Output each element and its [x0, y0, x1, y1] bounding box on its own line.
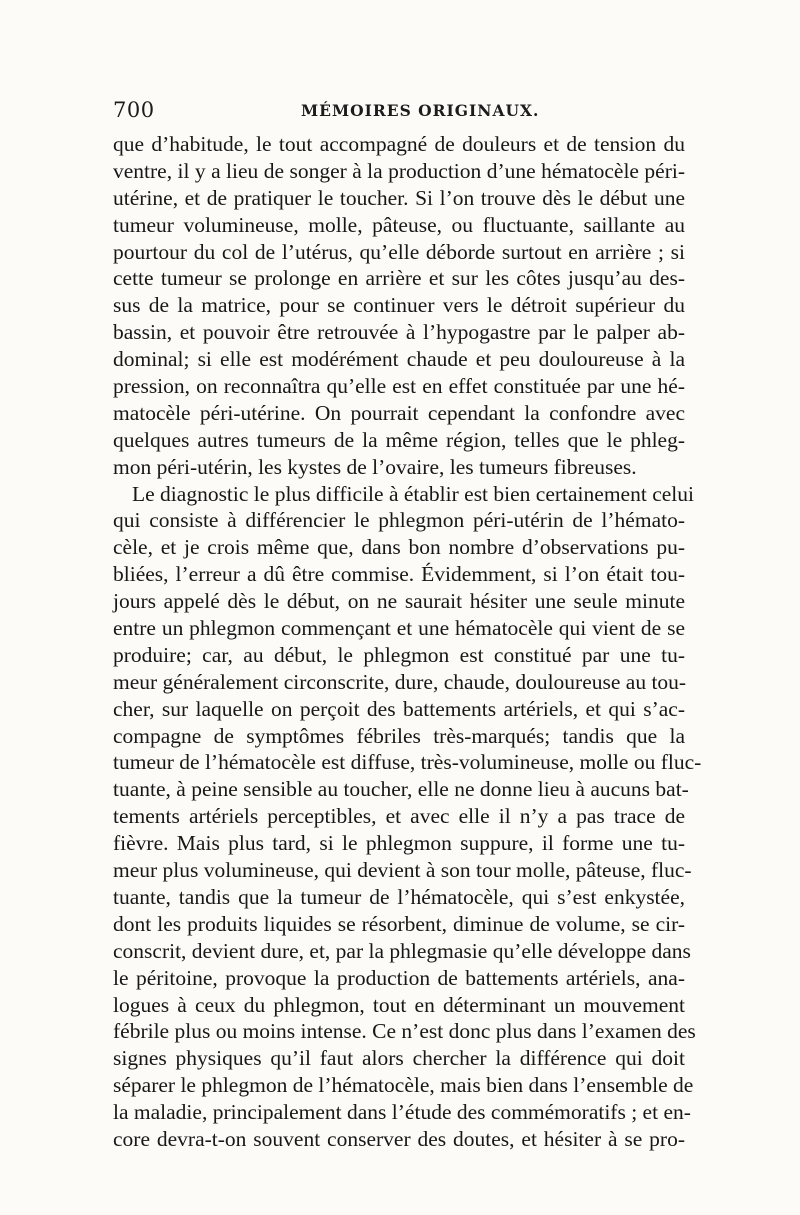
text-line: logues à ceux du phlegmon, tout en déterminant un mouvement	[113, 992, 685, 1017]
running-title: MÉMOIRES ORIGINAUX.	[301, 101, 540, 120]
text-line: dont les produits liquides se résorbent, diminue de volume, se cir-	[113, 911, 685, 936]
text-line: tuante, tandis que la tumeur de l’hématocèle, qui s’est enkystée,	[113, 884, 685, 909]
text-line: jours appelé dès le début, on ne saurait hésiter une seule minute	[113, 589, 685, 614]
text-line: meur généralement circonscrite, dure, chaude, douloureuse au tou-	[113, 669, 687, 694]
text-line: cette tumeur se prolonge en arrière et sur les côtes jusqu’au des-	[113, 266, 685, 291]
text-line: tuante, à peine sensible au toucher, elle ne donne lieu à aucuns bat-	[113, 777, 689, 802]
page-number: 700	[113, 98, 155, 122]
text-line: mon péri-utérin, les kystes de l’ovaire, les tumeurs fibreuses.	[113, 454, 637, 479]
text-line: core devra-t-on souvent conserver des doutes, et hésiter à se pro-	[113, 1126, 685, 1151]
text-line: quelques autres tumeurs de la même région, telles que le phleg-	[113, 427, 685, 452]
text-line: dominal; si elle est modérément chaude et peu douloureuse à la	[113, 347, 685, 372]
text-line: que d’habitude, le tout accompagné de douleurs et de tension du	[113, 132, 685, 156]
text-line: utérine, et de pratiquer le toucher. Si l’on trouve dès le début une	[113, 185, 685, 210]
page-header	[113, 98, 693, 128]
text-line: produire; car, au début, le phlegmon est constitué par une tu-	[113, 642, 685, 667]
text-line: le péritoine, provoque la production de battements artériels, ana-	[113, 965, 685, 990]
text-line: tumeur de l’hématocèle est diffuse, très-volumineuse, molle ou fluc-	[113, 750, 702, 775]
text-line: signes physiques qu’il faut alors chercher la différence qui doit	[113, 1046, 685, 1071]
text-line: matocèle péri-utérine. On pourrait cependant la confondre avec	[113, 400, 685, 425]
text-line: ventre, il y a lieu de songer à la production d’une hématocèle péri-	[113, 158, 685, 183]
text-line: meur plus volumineuse, qui devient à son tour molle, pâteuse, fluc-	[113, 858, 692, 883]
text-line: compagne de symptômes fébriles très-marqués; tandis que la	[113, 723, 685, 748]
text-line: cèle, et je crois même que, dans bon nombre d’observations pu-	[113, 535, 685, 560]
text-line: fièvre. Mais plus tard, si le phlegmon suppure, il forme une tu-	[113, 831, 685, 856]
text-line: sus de la matrice, pour se continuer vers le détroit supérieur du	[113, 293, 685, 318]
text-line: entre un phlegmon commençant et une hématocèle qui vient de se	[113, 616, 685, 641]
text-line: pourtour du col de l’utérus, qu’elle déborde surtout en arrière ; si	[113, 239, 685, 264]
text-line: fébrile plus ou moins intense. Ce n’est donc plus dans l’examen des	[113, 1019, 696, 1044]
text-line: cher, sur laquelle on perçoit des battements artériels, et qui s’ac-	[113, 696, 685, 721]
text-line: tumeur volumineuse, molle, pâteuse, ou fluctuante, saillante au	[113, 212, 685, 237]
text-line: bliées, l’erreur a dû être commise. Évidemment, si l’on était tou-	[113, 562, 685, 587]
text-line: qui consiste à différencier le phlegmon péri-utérin de l’hémato-	[113, 508, 685, 533]
text-line: bassin, et pouvoir être retrouvée à l’hypogastre par le palper ab-	[113, 320, 685, 345]
text-line: pression, on reconnaîtra qu’elle est en effet constituée par une hé-	[113, 374, 685, 399]
text-line: la maladie, principalement dans l’étude des commémoratifs ; et en-	[113, 1100, 691, 1125]
text-line: séparer le phlegmon de l’hématocèle, mais bien dans l’ensemble de	[113, 1073, 694, 1098]
paragraph-start-line: Le diagnostic le plus difficile à établir est bien certainement celui	[132, 481, 694, 506]
text-line: tements artériels perceptibles, et avec elle il n’y a pas trace de	[113, 804, 685, 829]
text-line: conscrit, devient dure, et, par la phlegmasie qu’elle développe dans	[113, 938, 691, 963]
body-text	[113, 131, 702, 1153]
